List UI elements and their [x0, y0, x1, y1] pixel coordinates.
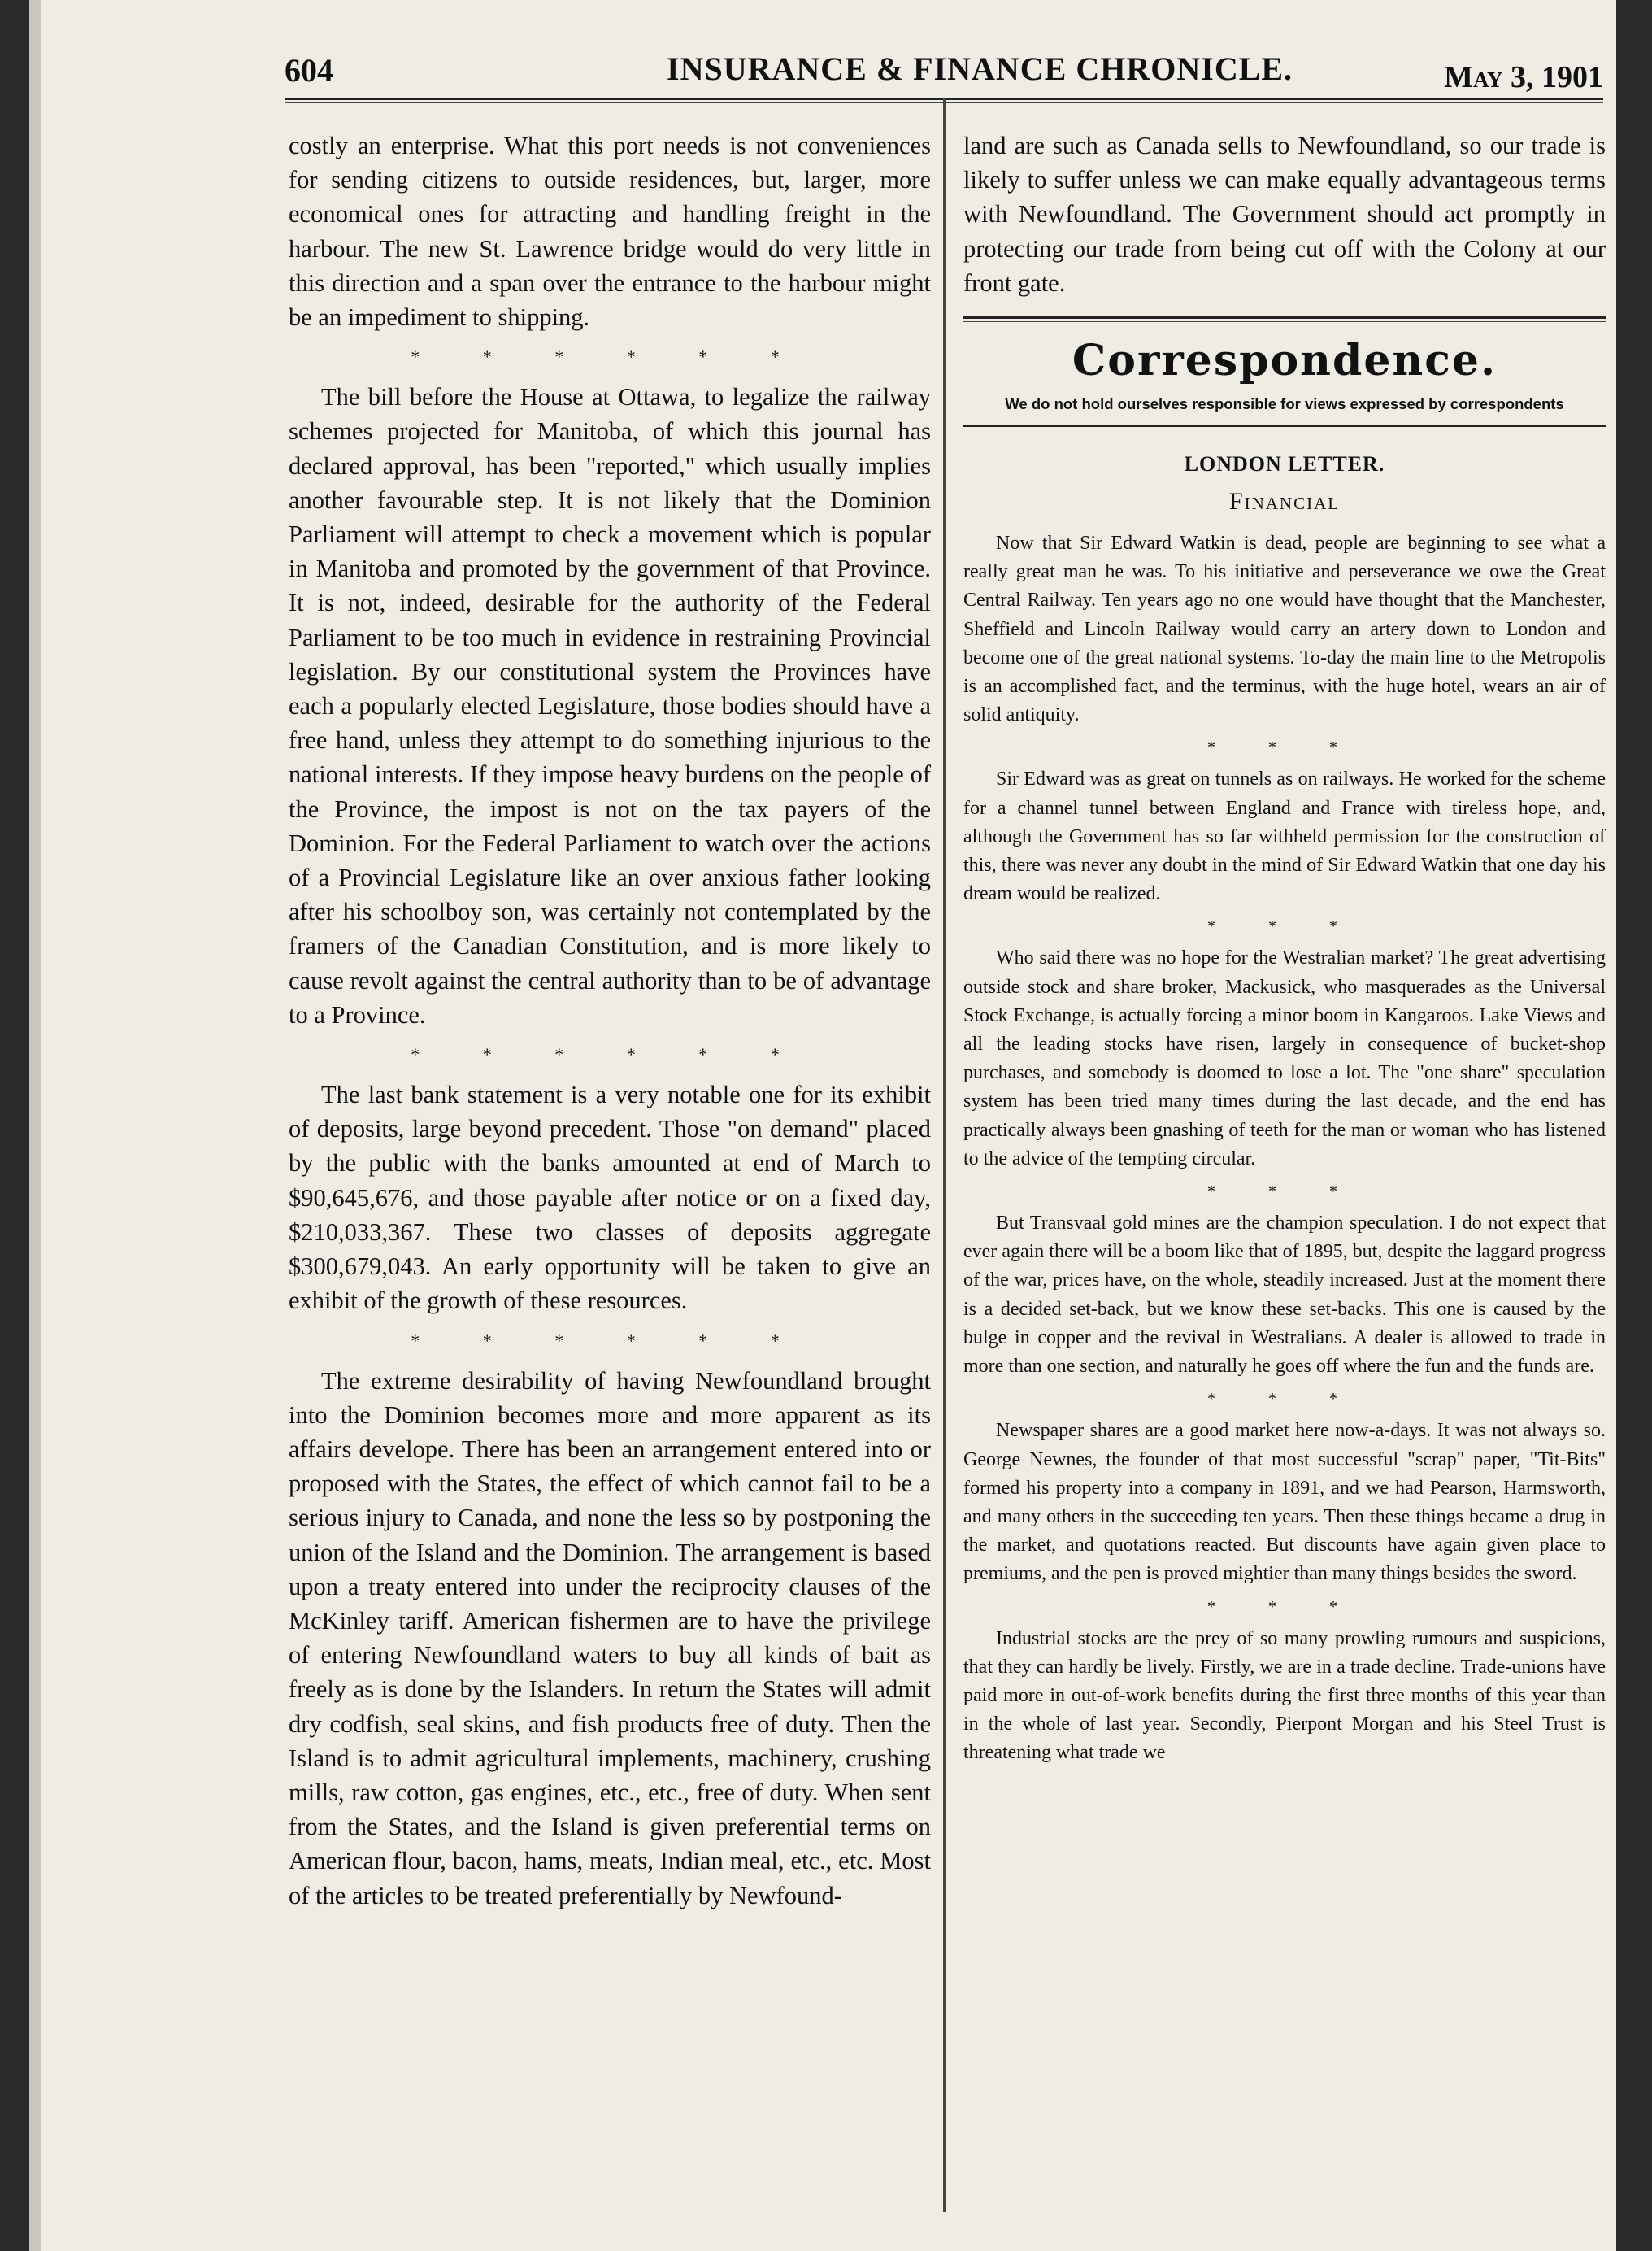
section-separator: * * * * * * [411, 1330, 809, 1351]
section-separator: * * * [1207, 738, 1362, 757]
page-header [285, 45, 1603, 102]
letter-paragraph-watkin: Now that Sir Edward Watkin is dead, people are beginning to see what a really great man he was. To his initiative and perseverance we owe the Great Central Railway. Ten years ago no one would have thought that the Manchester, Sheffield and Lincoln Railway would carry an artery down to London and become one of the great national systems. To-day the main line to the Metropolis is an accomplished fact, and the terminus, with the huge hotel, wears an air of solid antiquity. [963, 533, 1606, 726]
section-separator: * * * [1207, 1182, 1362, 1201]
letter-subtitle: Financial [1228, 488, 1341, 516]
paragraph-newfoundland-continued: land are such as Canada sells to Newfoundland, so our trade is likely to suffer unless we can make equally advantageous terms with Newfoundland. The Government should act promptly in protecting our trade from being cut off with the Colony at our front gate. [963, 132, 1606, 297]
scan-edge-left [0, 0, 29, 2251]
section-separator: * * * [1207, 1390, 1362, 1409]
section-separator: * * * * * * [411, 346, 809, 368]
publication-title: INSURANCE & FINANCE CHRONICLE. [667, 50, 1293, 87]
paragraph-manitoba-bill: The bill before the House at Ottawa, to legalize the railway schemes projected for Manitoba, of which this journal has declared approval, has been "reported," which usually implies another favourable step. It is not likely that the Dominion Parliament will attempt to check a movement which is popular in Manitoba and promoted by the government of that Province. It is not, indeed, desirable for the authority of the Federal Parliament to be too much in evidence in restraining Provincial legislation. By our constitutional system the Provinces have each a popularly elected Legislature, those bodies should have a free hand, unless they attempt to do something injurious to the national interests. If they impose heavy burdens on the people of the Province, the impost is not on the tax payers of the Dominion. For the Federal Parliament to watch over the actions of a Provincial Legislature like an over anxious father looking after his schoolboy son, was certainly not contemplated by the framers of the Canadian Constitution, and is more likely to cause revolt against the central authority than to be of advantage to a Province. [289, 383, 931, 1029]
letter-paragraph-transvaal: But Transvaal gold mines are the champion speculation. I do not expect that ever again there will be a boom like that of 1895, but, despite the laggard progress of the war, prices have, on the whole, steadily increased. Just at the moment there is a decided set-back, but we know these set-backs. This one is caused by the bulge in copper and the revival in Westralians. A dealer is allowed to trade in more than one section, and naturally he goes off where the fun and the funds are. [963, 1213, 1606, 1378]
section-separator: * * * * * * [411, 1044, 809, 1065]
letter-paragraph-westralian: Who said there was no hope for the Westralian market? The great advertising outside stock and share broker, Mackusick, who masquerades as the Universal Stock Exchange, is actually forcing a minor boom in Kangaroos. Lake Views and all the leading stocks have risen, largely in consequence of bucket-shop purchases, and somebody is doomed to lose a lot. The "one share" speculation system has been tried many times during the last decade, and the end has practically always been gnashing of teeth for the man or woman who has listened to the advice of the tempting circular. [963, 947, 1606, 1169]
page-number: 604 [285, 52, 333, 89]
correspondence-disclaimer: We do not hold ourselves responsible for views expressed by correspondents [1005, 395, 1564, 413]
section-separator: * * * [1207, 1597, 1362, 1616]
letter-paragraph-newspaper: Newspaper shares are a good market here now-a-days. It was not always so. George Newnes, the founder of that most successful "scrap" paper, "Tit-Bits" formed his property into a company in 1891, and we had Pearson, Harmsworth, and many others in the succeeding ten years. Then these things became a drug in the market, and quotations reacted. But discounts have again given place to premiums, and the pen is proved mightier than many things besides the sword. [963, 1420, 1606, 1585]
letter-paragraph-industrial: Industrial stocks are the prey of so many prowling rumours and suspicions, that they can hardly be lively. Firstly, we are in a trade decline. Trade-unions have paid more in out-of-work benefits during the first three months of this year than in the whole of last year. Secondly, Pierpont Morgan and his Steel Trust is threatening what trade we [963, 1627, 1606, 1764]
issue-date: May 3, 1901 [1444, 60, 1603, 94]
letter-paragraph-tunnels: Sir Edward was as great on tunnels as on railways. He worked for the scheme for a channel tunnel between England and France with tireless hope, and, although the Government has so far withheld permission for the construction of this, there was never any doubt in the mind of Sir Edward Watkin that one day his dream would be realized. [963, 768, 1606, 905]
paragraph-newfoundland: The extreme desirability of having Newfoundland brought into the Dominion becomes more and more apparent as its affairs develope. There has been an arrangement entered into or proposed with the States, the effect of which cannot fail to be a serious injury to Canada, and none the less so by postponing the union of the Island and the Dominion. The arrangement is based upon a treaty entered into under the reciprocity clauses of the McKinley tariff. American fishermen are to have the privilege of entering Newfoundland waters to buy all kinds of bait as freely as is done by the Islanders. In return the States will admit dry codfish, seal skins, and fish products free of duty. Then the Island is to admit agricultural implements, machinery, crushing mills, raw cotton, gas engines, etc., etc., free of duty. When sent from the States, and the Island is given preferential terms on American flour, bacon, hams, meats, Indian meal, etc., etc. Most of the articles to be treated preferentially by Newfound- [289, 1366, 931, 1909]
section-rule [963, 316, 1606, 322]
section-separator: * * * [1207, 917, 1362, 936]
paragraph-harbour: costly an enterprise. What this port needs is not conveniences for sending citizens to outside residences, but, larger, more economical ones for attracting and handling freight in the harbour. The new St. Lawrence bridge would do very little in this direction and a span over the entrance to the harbour might be an impediment to shipping. [289, 132, 931, 332]
left-column [289, 128, 931, 1913]
scan-edge-right [1616, 0, 1652, 2251]
correspondence-heading: Correspondence. [1072, 336, 1498, 386]
paragraph-bank-statement: The last bank statement is a very notable one for its exhibit of deposits, large beyond precedent. Those "on demand" placed by the public with the banks amounted at end of March to $90,645,676, and those payable after notice or on a fixed day, $210,033,367. These two classes of deposits aggregate $300,679,043. An early opportunity will be taken to give an exhibit of the growth of these resources. [289, 1081, 931, 1315]
column-divider [943, 98, 946, 2212]
previous-page-sliver [29, 0, 41, 2251]
section-rule [963, 425, 1606, 427]
right-column [963, 128, 1606, 1768]
letter-title: LONDON LETTER. [1184, 452, 1385, 477]
